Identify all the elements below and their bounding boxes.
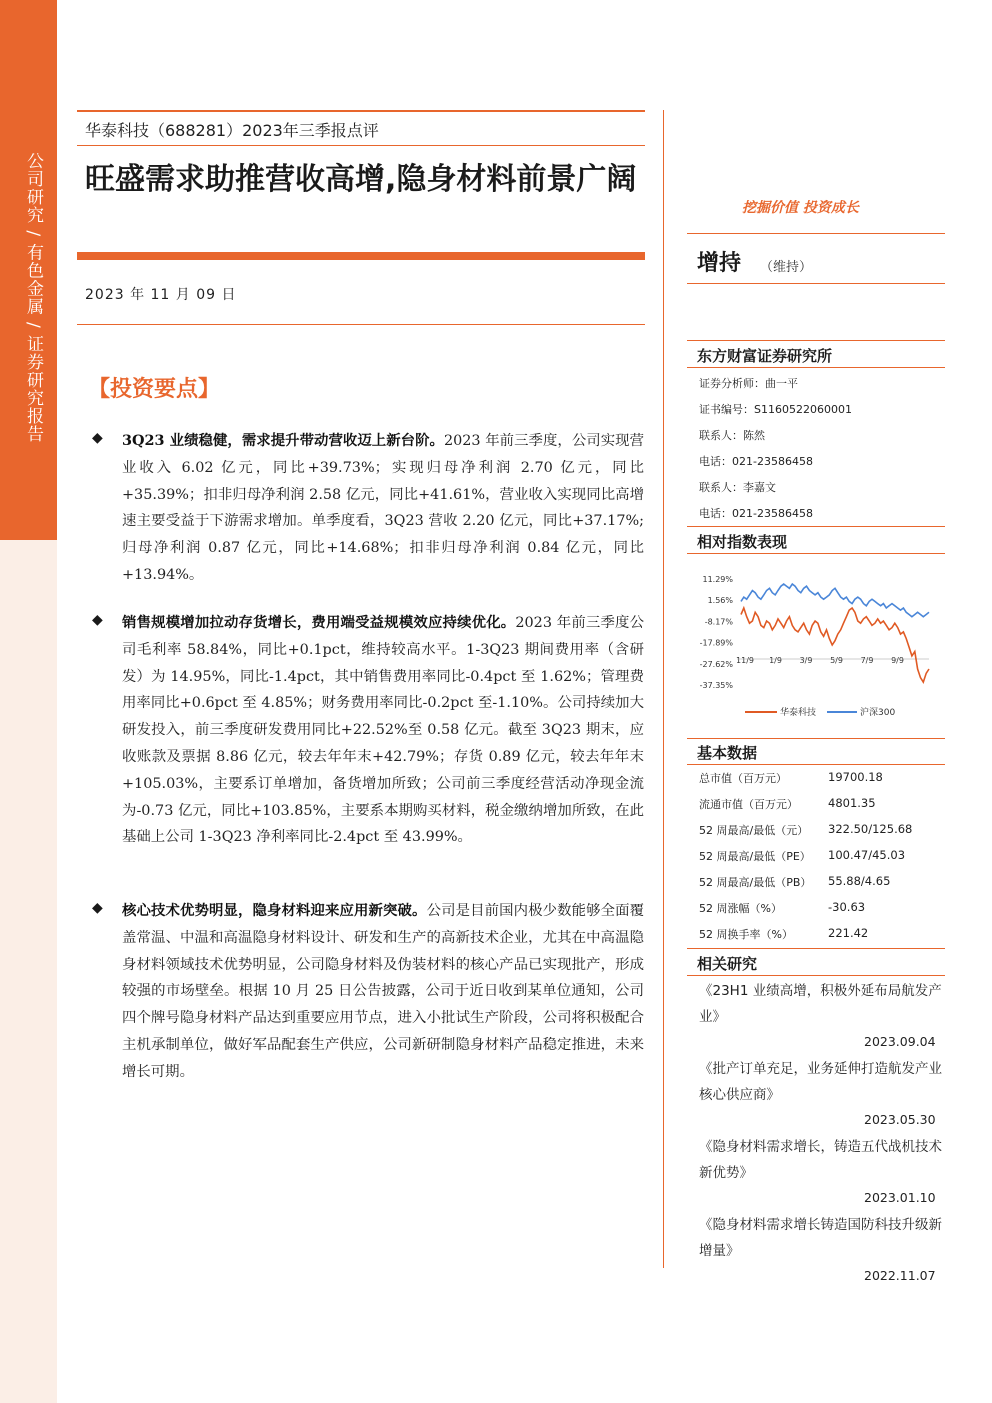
basic-rule [687,764,945,765]
related-report-link[interactable]: 《23H1 业绩高增，积极外延布局航发产业》 [699,983,942,1025]
institute-name: 东方财富证券研究所 [697,347,833,365]
basic-data-key: 总市值（百万元） [699,772,787,785]
basic-data-key: 流通市值（百万元） [699,798,798,811]
institute-rule [687,367,945,368]
basic-data-value: 100.47/45.03 [828,848,906,862]
phone-info: 电话：021-23586458 [699,507,813,520]
series-line-huatai [741,608,929,682]
basic-data-value: 55.88/4.65 [828,874,891,888]
date-rule [77,324,645,325]
section-title: 【投资要点】 [88,377,221,402]
point-lead: 核心技术优势明显，隐身材料迎来应用新突破。 [122,902,427,919]
related-rule [687,975,945,976]
related-report-link[interactable]: 《隐身材料需求增长，铸造五代战机技术新优势》 [699,1139,942,1181]
contact-info: 联系人：李嘉文 [699,481,776,494]
y-tick-label: -37.35% [699,681,733,690]
report-subtitle: 华泰科技（688281）2023年三季报点评 [85,121,379,140]
related-report-link[interactable]: 《批产订单充足，业务延伸打造航发产业核心供应商》 [699,1061,942,1103]
phone-info: 电话：021-23586458 [699,455,813,468]
report-title: 旺盛需求助推营收高增,隐身材料前景广阔 [85,162,637,197]
basic-data-key: 52 周最高/最低（PB） [699,876,812,889]
sidebar-category-label: 公司研究 / 有色金属 / 证券研究报告 [23,152,43,444]
point-body: 公司是目前国内极少数能够全面覆盖常温、中温和高温隐身材料设计、研发和生产的高新技术企业，尤其在中高温隐身材料领域技术优势明显，公司隐身材料及伪装材料的核心产品已实现批产，形成较强的市场壁垒。根据 10 月 25 日公告披露，公司于近日收到某单位通知，公司四个牌号隐身材料产品达到重要应用节点，进入小批试生产阶段，公司将积极配合主机承制单位，做好军品配套生产供应，公司新研制隐身材料产品稳定推进，未来增长可期。 [122,903,644,1080]
rating-note: （维持） [760,260,813,275]
basic-data-key: 52 周最高/最低（PE） [699,850,811,863]
rating-rule [687,283,945,284]
point-lead: 3Q23 业绩稳健，需求提升带动营收迈上新台阶。 [122,432,444,449]
x-tick-label: 3/9 [799,656,813,665]
related-report-link[interactable]: 《隐身材料需求增长铸造国防科技升级新增量》 [699,1217,942,1259]
basic-data-key: 52 周最高/最低（元） [699,824,809,837]
basic-data-value: 322.50/125.68 [828,822,913,836]
y-tick-label: -27.62% [699,659,733,669]
y-tick-label: -8.17% [704,617,733,627]
institute-top-rule [687,340,945,341]
basic-data-value: 4801.35 [828,796,876,810]
related-report-date: 2023.05.30 [864,1112,936,1127]
basic-top-rule [687,738,945,739]
report-date: 2023 年 11 月 09 日 [85,287,237,303]
related-report-date: 2023.09.04 [864,1034,936,1049]
analyst-info: 证券分析师：曲一平 [699,377,798,390]
tagline: 挖掘价值 投资成长 [742,200,859,216]
basic-data-value: -30.63 [828,900,866,914]
header-sub-rule [77,145,645,146]
title-thick-rule [77,252,645,260]
diamond-bullet-icon: ◆ [92,612,103,628]
y-tick-label: -17.89% [699,638,733,648]
related-research-title: 相关研究 [697,955,758,973]
series-line-hs300 [741,584,929,617]
relative-index-chart [697,565,947,725]
point-3 [92,898,644,1086]
rating: 增持 [697,251,742,276]
y-tick-label: 11.29% [702,575,733,584]
legend-label-huatai: 华泰科技 [780,708,817,718]
header-top-rule [77,110,645,112]
contact-info: 联系人：陈然 [699,429,765,442]
point-body: 2023 年前三季度公司毛利率 58.84%，同比+0.1pct，维持较高水平。1-3Q23 期间费用率（含研发）为 14.95%，同比-1.4pct，其中销售费用率同比-0.4pct 至 1.62%；管理费用率同比+0.6pct 至 4.85%；财务费用率同比-0.2pct 至-1.10%。公司持续加大研发投入，前三季度研发费用同比+22.52%至 0.58 亿元。截至 3Q23 期末，应收账款及票据 8.86 亿元，较去年年末+42.79%；存货 0.89 亿元，较去年年末+105.03%，主要系订单增加，备货增加所致；公司前三季度经营活动净现金流为-0.73 亿元，同比+103.85%，主要系本期购买材料，税金缴纳增加所致，在此基础上公司 1-3Q23 净利率同比-2.4pct 至 43.99%。 [122,615,644,846]
basic-data-value: 221.42 [828,926,869,940]
basic-data-title: 基本数据 [697,744,758,762]
point-body: 2023 年前三季度，公司实现营业收入 6.02 亿元，同比+39.73%；实现归母净利润 2.70 亿元，同比+35.39%；扣非归母净利润 2.58 亿元，同比+41.61%，营业收入实现同比高增速主要受益于下游需求增加。单季度看，3Q23 营收 2.20 亿元，同比+37.17%;归母净利润 0.87 亿元，同比+14.68%；扣非归母净利润 0.84 亿元，同比+13.94%。 [122,433,644,583]
diamond-bullet-icon: ◆ [92,430,103,446]
related-report-date: 2023.01.10 [864,1190,936,1205]
point-2 [92,610,644,851]
basic-data-key: 52 周涨幅（%） [699,902,782,915]
tagline-rule [687,233,945,234]
point-lead: 销售规模增加拉动存货增长，费用端受益规模效应持续优化。 [122,614,516,631]
related-report-date: 2022.11.07 [864,1268,936,1283]
x-tick-label: 7/9 [860,656,874,665]
x-tick-label: 11/9 [736,656,754,665]
certificate-info: 证书编号：S1160522060001 [699,403,852,416]
x-tick-label: 9/9 [891,656,904,665]
chart-top-rule [687,526,945,527]
x-tick-label: 1/9 [769,656,782,665]
diamond-bullet-icon: ◆ [92,900,103,916]
point-1 [92,428,644,589]
chart-section-title: 相对指数表现 [697,533,788,551]
chart-rule [687,553,945,554]
legend-label-hs300: 沪深300 [860,708,896,718]
basic-data-value: 19700.18 [828,770,883,784]
column-divider [663,110,664,1268]
basic-data-key: 52 周换手率（%） [699,928,793,941]
y-tick-label: 1.56% [707,596,733,606]
related-top-rule [687,948,945,949]
x-tick-label: 5/9 [830,656,843,665]
